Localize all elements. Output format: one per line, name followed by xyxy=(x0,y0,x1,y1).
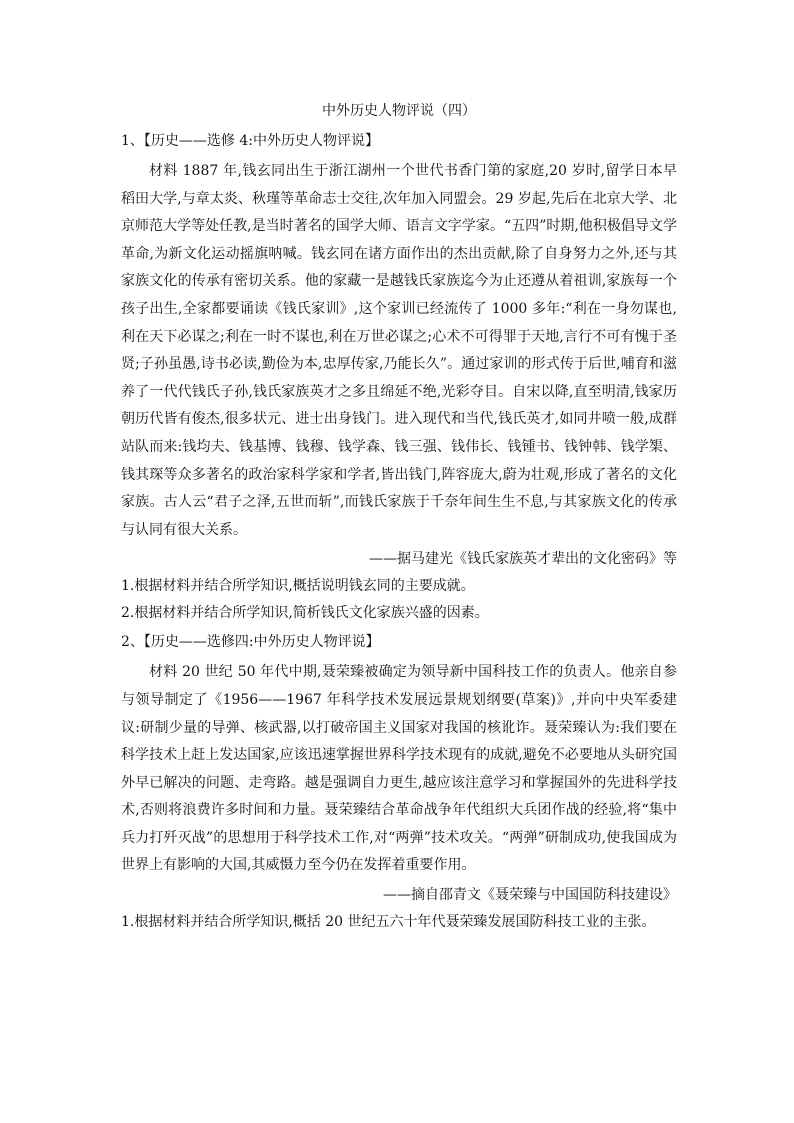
question-2-heading: 2、【历史——选修四:中外历史人物评说】 xyxy=(121,634,380,651)
question-1-material: 材料 1887 年,钱玄同出生于浙江湖州一个世代书香门第的家庭,20 岁时,留学日本早稻田大学,与章太炎、秋瑾等革命志士交往,次年加入同盟会。29 岁起,先后在北京大学、北京师范大学等处任教,是当时著名的国学大师、语言文字学家。“五四”时期,他积极倡导文学革命,为新文化运动摇旗呐喊。钱玄同在诸方面作出的杰出贡献,除了自身努力之外,还与其家族文化的传承有密切关系。他的家藏一是越钱氏家族迄今为止还遵从着祖训,家族每一个孩子出生,全家都要诵读《钱氏家训》,这个家训已经流传了 1000 多年:“利在一身勿谋也,利在天下必谋之;利在一时不谋也,利在万世必谋之;心术不可得罪于天地,言行不可有愧于圣贤;子孙虽愚,诗书必读,勤俭为本,忠厚传家,乃能长久”。通过家训的形式传于后世,哺育和滋养了一代代钱氏子孙,钱氏家族英才之多且绵延不绝,光彩夺目。自宋以降,直至明清,钱家历朝历代皆有俊杰,很多状元、进士出身钱门。进入现代和当代,钱氏英才,如同井喷一般,成群站队而来:钱均夫、钱基博、钱穆、钱学森、钱三强、钱伟长、钱锺书、钱钟韩、钱学榘、钱其琛等众多著名的政治家科学家和学者,皆出钱门,阵容庞大,蔚为壮观,形成了著名的文化家族。古人云“君子之泽,五世而斩”,而钱氏家族于千奈年间生生不息,与其家族文化的传承与认同有很大关系。 xyxy=(121,163,677,538)
question-1-ask-2: 2.根据材料并结合所学知识,简析钱氏文化家族兴盛的因素。 xyxy=(121,605,489,622)
question-1-source: ——据马建光《钱氏家族英才辈出的文化密码》等 xyxy=(369,551,677,568)
question-2-material: 材料 20 世纪 50 年代中期,聂荣臻被确定为领导新中国科技工作的负责人。他亲自参与领导制定了《1956——1967 年科学技术发展远景规划纲要(草案)》,并向中央军委建议:研制少量的导弹、核武器,以打破帝国主义国家对我国的核讹诈。聂荣臻认为:我们要在科学技术上赶上发达国家,应该迅速掌握世界科学技术现有的成就,避免不必要地从头研究国外早已解决的问题、走弯路。越是强调自力更生,越应该注意学习和掌握国外的先进科学技术,否则将浪费许多时间和力量。聂荣臻结合革命战争年代组织大兵团作战的经验,将“集中兵力打歼灭战”的思想用于科学技术工作,对“两弹”技术攻关。“两弹”研制成功,使我国成为世界上有影响的大国,其威慑力至今仍在发挥着重要作用。 xyxy=(121,664,677,874)
question-2-ask-1: 1.根据材料并结合所学知识,概括 20 世纪五六十年代聂荣臻发展国防科技工业的主张。 xyxy=(121,914,656,931)
question-1-heading: 1、【历史——选修 4:中外历史人物评说】 xyxy=(121,133,379,149)
document-body xyxy=(121,100,677,936)
page-title: 中外历史人物评说（四） xyxy=(322,103,476,119)
question-2-source: ——摘自邵青文《聂荣臻与中国国防科技建设》 xyxy=(383,887,677,904)
question-1-ask-1: 1.根据材料并结合所学知识,概括说明钱玄同的主要成就。 xyxy=(121,578,475,595)
